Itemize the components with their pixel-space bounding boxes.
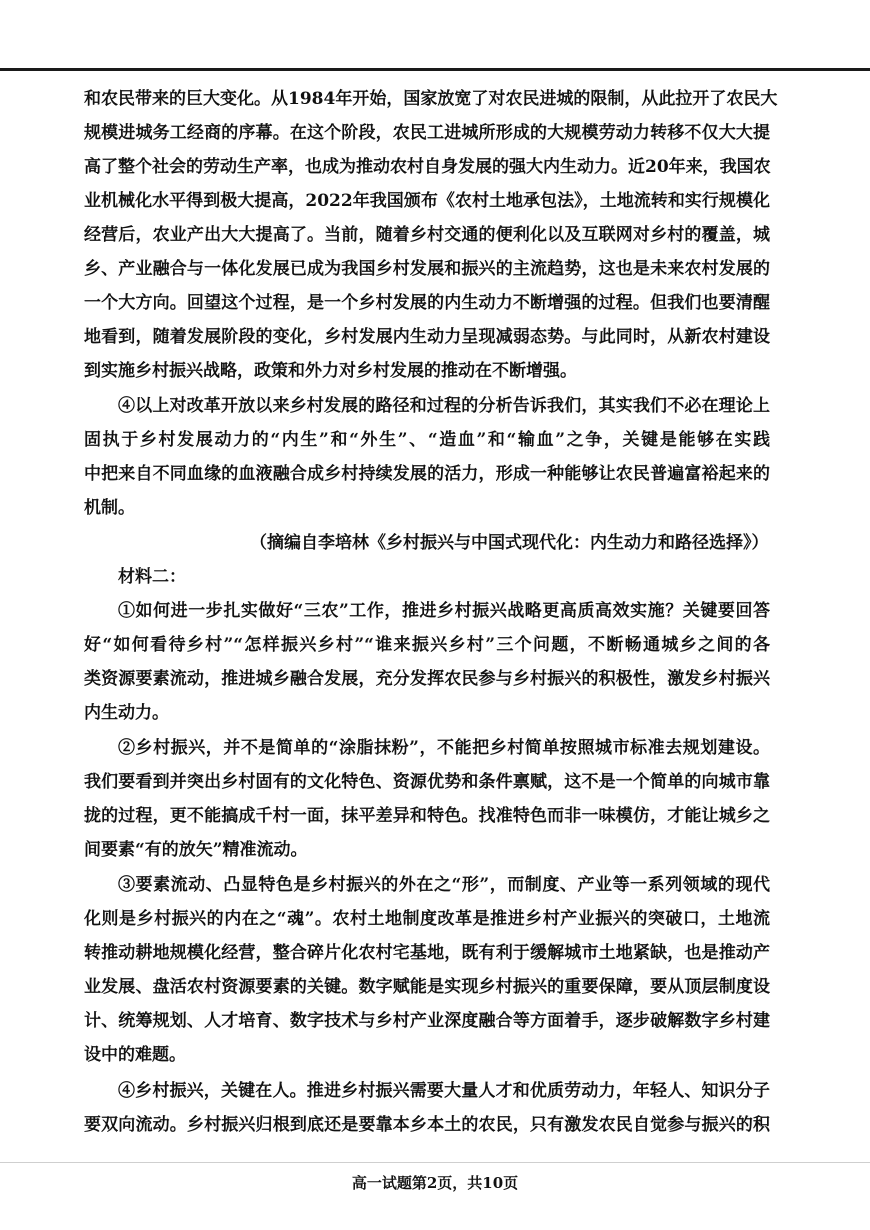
text-line: 业发展、盘活农村资源要素的关键。数字赋能是实现乡村振兴的重要保障，要从顶层制度设 [84,977,770,997]
text-line: 类资源要素流动，推进城乡融合发展，充分发挥农民参与乡村振兴的积极性，激发乡村振兴 [84,669,770,689]
text-line: 转推动耕地规模化经营，整合碎片化农村宅基地，既有利于缓解城市土地紧缺，也是推动产 [84,943,770,963]
text-line: 机制。 [84,498,135,518]
paragraph-start: ④以上对改革开放以来乡村发展的路径和过程的分析告诉我们，其实我们不必在理论上 [118,396,770,416]
text-line: 内生动力。 [84,703,169,723]
text-line: 拢的过程，更不能搞成千村一面，抹平差异和特色。找准特色而非一味模仿，才能让城乡之 [84,806,770,826]
top-rule [0,68,870,71]
text-line: 业机械化水平得到极大提高，2022年我国颁布《农村土地承包法》，土地流转和实行规模化 [84,191,770,211]
text-line: 到实施乡村振兴战略，政策和外力对乡村发展的推动在不断增强。 [84,361,577,381]
text-line: 设中的难题。 [84,1045,186,1065]
text-line: 我们要看到并突出乡村固有的文化特色、资源优势和条件禀赋，这不是一个简单的向城市靠 [84,772,770,792]
text-line: 好“如何看待乡村”“怎样振兴乡村”“谁来振兴乡村”三个问题，不断畅通城乡之间的各 [84,635,770,655]
text-line: 中把来自不同血缘的血液融合成乡村持续发展的活力，形成一种能够让农民普遍富裕起来的 [84,464,770,484]
text-line: 乡、产业融合与一体化发展已成为我国乡村发展和振兴的主流趋势，这也是未来农村发展的 [84,259,770,279]
paragraph-start: ③要素流动、凸显特色是乡村振兴的外在之“形”，而制度、产业等一系列领域的现代 [118,875,770,895]
paragraph-start: ②乡村振兴，并不是简单的“涂脂抹粉”，不能把乡村简单按照城市标准去规划建设。 [118,738,770,758]
text-line: 地看到，随着发展阶段的变化，乡村发展内生动力呈现减弱态势。与此同时，从新农村建设 [84,327,770,347]
page-number-footer: 高一试题第2页，共10页 [351,1174,519,1192]
source-citation: （摘编自李培林《乡村振兴与中国式现代化：内生动力和路径选择》） [250,533,769,553]
text-line: 一个大方向。回望这个过程，是一个乡村发展的内生动力不断增强的过程。但我们也要清醒 [84,293,770,313]
text-line: 经营后，农业产出大大提高了。当前，随着乡村交通的便利化以及互联网对乡村的覆盖，城 [84,225,770,245]
text-line: 化则是乡村振兴的内在之“魂”。农村土地制度改革是推进乡村产业振兴的突破口，土地流 [84,909,770,929]
section-heading: 材料二： [118,567,186,587]
text-line: 高了整个社会的劳动生产率，也成为推动农村自身发展的强大内生动力。近20年来，我国农 [84,157,771,177]
paragraph-start: ①如何进一步扎实做好“三农”工作，推进乡村振兴战略更高质高效实施？关键要回答 [118,601,770,621]
text-line: 间要素“有的放矢”精准流动。 [84,840,308,860]
text-line: 规模进城务工经商的序幕。在这个阶段，农民工进城所形成的大规模劳动力转移不仅大大提 [84,123,770,143]
text-line: 要双向流动。乡村振兴归根到底还是要靠本乡本土的农民，只有激发农民自觉参与振兴的积 [84,1115,770,1135]
text-line: 计、统筹规划、人才培育、数字技术与乡村产业深度融合等方面着手，逐步破解数字乡村建 [84,1011,770,1031]
text-line: 和农民带来的巨大变化。从1984年开始，国家放宽了对农民进城的限制，从此拉开了农民大 [84,89,778,109]
paragraph-start: ④乡村振兴，关键在人。推进乡村振兴需要大量人才和优质劳动力，年轻人、知识分子 [118,1081,770,1101]
text-line: 固执于乡村发展动力的“内生”和“外生”、“造血”和“输血”之争，关键是能够在实践 [84,430,770,450]
footer-rule [0,1162,870,1163]
